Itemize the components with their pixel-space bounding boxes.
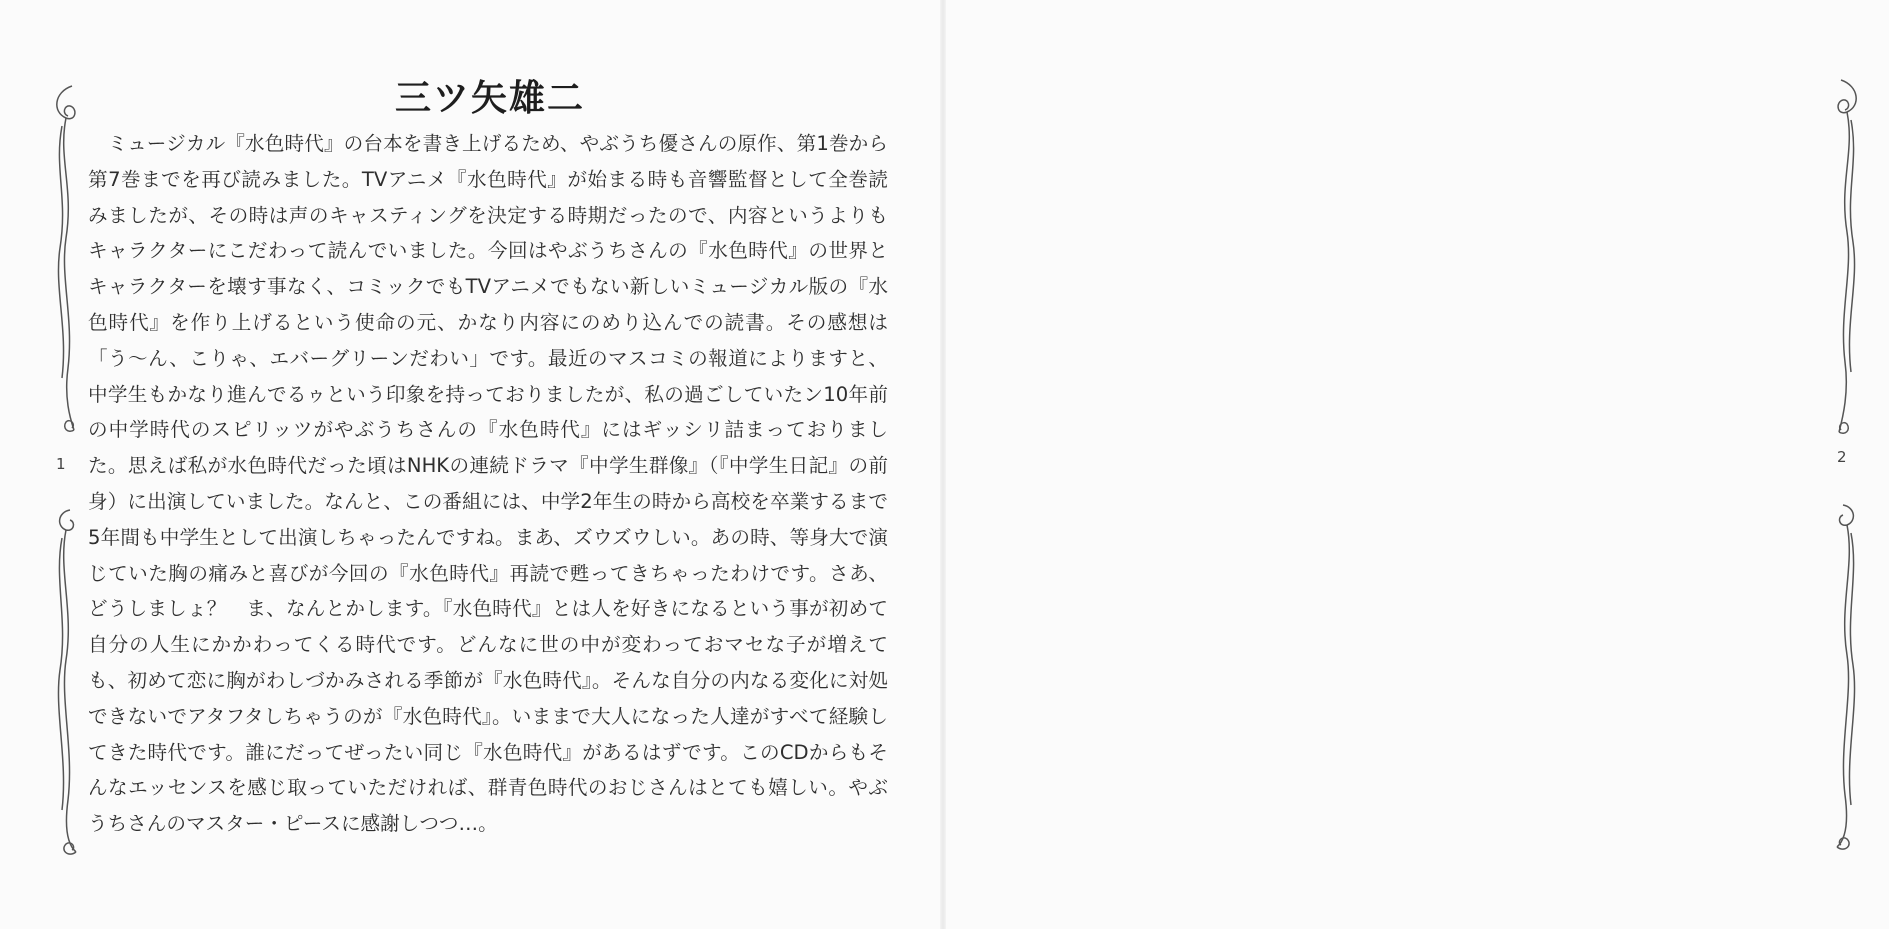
- left-bottom-scroll-ornament: [44, 500, 84, 860]
- essay-text: ミュージカル『水色時代』の台本を書き上げるため、やぶうち優さんの原作、第1巻から第7巻までを再び読みました。TVアニメ『水色時代』が始まる時も音響監督として全巻読みましたが、その時は声のキャスティングを決定する時期だったので、内容というよりもキャラクターにこだわって読んでいました。今回はやぶうちさんの『水色時代』の世界とキャラクターを壊す事なく、コミックでもTVアニメでもない新しいミュージカル版の『水色時代』を作り上げるという使命の元、かなり内容にのめり込んでの読書。その感想は「う〜ん、こりゃ、エバーグリーンだわい」です。最近のマスコミの報道によりますと、中学生もかなり進んでるゥという印象を持っておりましたが、私の過ごしていたン10年前の中学時代のスピリッツがやぶうちさんの『水色時代』にはギッシリ詰まっておりました。思えば私が水色時代だった頃はNHKの連続ドラマ『中学生群像』（『中学生日記』の前身）に出演していました。なんと、この番組には、中学2年生の時から高校を卒業するまで5年間も中学生として出演しちゃったんですね。まあ、ズウズウしい。あの時、等身大で演じていた胸の痛みと喜びが今回の『水色時代』再読で甦ってきちゃったわけです。さあ、どうしましょ？ ま、なんとかします。『水色時代』とは人を好きになるという事が初めて自分の人生にかかわってくる時代です。どんなに世の中が変わっておマセな子が増えても、初めて恋に胸がわしづかみされる季節が『水色時代』。そんな自分の内なる変化に対処できないでアタフタしちゃうのが『水色時代』。いままで大人になった人達がすべて経験してきた時代です。誰にだってぜったい同じ『水色時代』があるはずです。このCDからもそんなエッセンスを感じ取っていただければ、群青色時代のおじさんはとても嬉しい。やぶうちさんのマスター・ピースに感謝しつつ…。: [88, 132, 888, 836]
- right-bottom-scroll-ornament: [1829, 495, 1869, 855]
- right-top-scroll-ornament: [1829, 72, 1869, 442]
- left-page: [0, 0, 944, 929]
- page-number: 2: [1837, 448, 1847, 466]
- page-number: 1: [56, 455, 66, 473]
- left-top-scroll-ornament: [44, 78, 84, 438]
- author-name: 三ツ矢雄二: [394, 77, 585, 119]
- right-page: [944, 0, 1889, 929]
